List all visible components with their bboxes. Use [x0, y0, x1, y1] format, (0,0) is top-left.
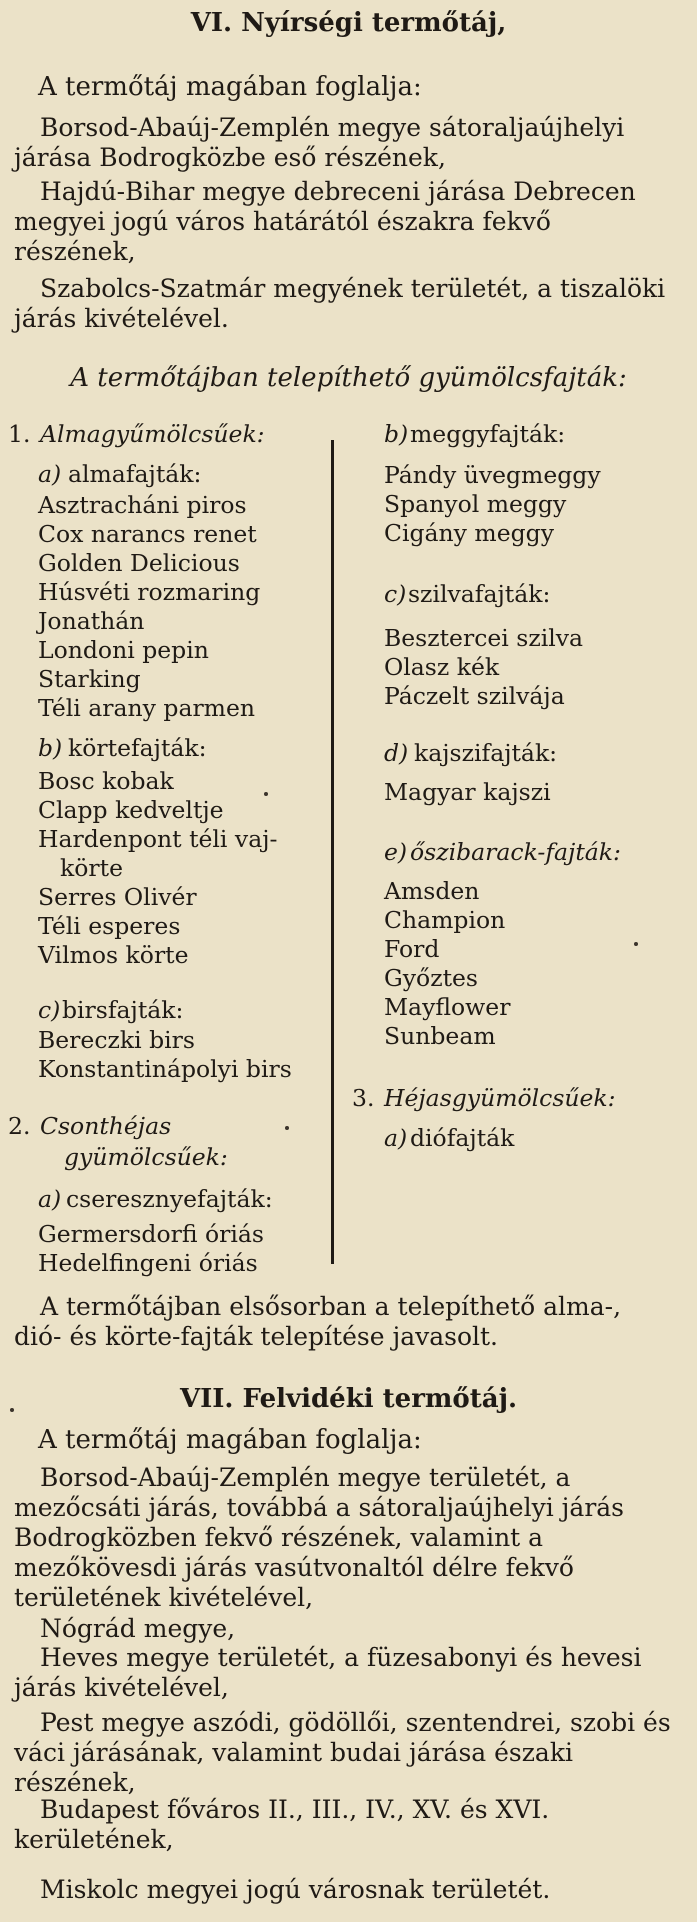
list-item: Bereczki birs: [38, 1026, 195, 1054]
list-item: Bosc kobak: [38, 767, 174, 795]
list-item: Besztercei szilva: [384, 624, 584, 652]
list-item: Golden Delicious: [38, 549, 240, 577]
section-6-intro: A termőtáj magában foglalja:: [38, 72, 422, 102]
list-item: Konstantinápolyi birs: [38, 1055, 292, 1083]
group-1-number: 1.: [8, 420, 31, 448]
meggyfajtak-label: b): [384, 420, 409, 448]
section-6-paragraph-3: Szabolcs-Szatmár megyének területét, a tiszalöki járás kivételével.: [14, 274, 666, 333]
section-6-recommendation: A termőtájban elsősorban a telepíthető alma-, dió- és körte-fajták telepítése javasolt.: [14, 1292, 622, 1351]
section-7-paragraph-6: Miskolc megyei jogú városnak területét.: [40, 1875, 551, 1904]
diofajtak-label: a): [384, 1124, 408, 1152]
column-divider: [331, 440, 334, 1264]
birsfajtak-title: birsfajták:: [62, 996, 184, 1024]
list-item: Londoni pepin: [38, 636, 209, 664]
list-item: Magyar kajszi: [384, 778, 551, 806]
kortefajtak-title: körtefajták:: [68, 734, 207, 762]
list-item: Spanyol meggy: [384, 490, 567, 518]
print-speck: [634, 942, 638, 946]
section-7-paragraph-2: Nógrád megye,: [40, 1614, 236, 1643]
almafajtak-label: a): [38, 460, 62, 488]
almafajtak-title: almafajták:: [68, 460, 202, 488]
cseresznyefajtak-label: a): [38, 1185, 62, 1213]
list-item: Mayflower: [384, 993, 511, 1021]
section-6-paragraph-1: Borsod-Abaúj-Zemplén megye sátoraljaújhelyi járása Bodrogközbe eső részének,: [14, 113, 625, 172]
list-item: Cigány meggy: [384, 519, 554, 547]
list-item: Vilmos körte: [38, 941, 189, 969]
list-item: Páczelt szilvája: [384, 682, 565, 710]
szilvafajtak-title: szilvafajták:: [408, 580, 551, 608]
print-speck: [285, 1126, 289, 1130]
list-item: Jonathán: [38, 607, 145, 635]
group-1-title: Almagyűmölcsűek:: [40, 420, 265, 448]
meggyfajtak-title: meggyfajták:: [410, 420, 566, 448]
list-item: Hardenpont téli vaj-: [38, 825, 278, 853]
section-7-intro: A termőtáj magában foglalja:: [38, 1425, 422, 1455]
section-6-subheading: A termőtájban telepíthető gyümölcsfajták:: [70, 363, 627, 393]
section-7-paragraph-5: Budapest főváros II., III., IV., XV. és XVI. kerületének,: [14, 1795, 550, 1854]
kajszifajtak-label: d): [384, 739, 409, 767]
group-2-title-line-2: gyümölcsűek:: [64, 1143, 228, 1171]
list-item: Pándy üvegmeggy: [384, 461, 601, 489]
section-6-heading: VI. Nyírségi termőtáj,: [190, 8, 507, 38]
list-item: Serres Olivér: [38, 883, 197, 911]
group-3-number: 3.: [352, 1084, 375, 1112]
section-7-paragraph-4: Pest megye aszódi, gödöllői, szentendrei, szobi és váci járásának, valamint budai járása északi részének,: [14, 1708, 671, 1797]
list-item: Cox narancs renet: [38, 520, 257, 548]
list-item: Sunbeam: [384, 1022, 496, 1050]
print-speck: [264, 792, 268, 796]
group-2-number: 2.: [8, 1112, 31, 1140]
list-item: Champion: [384, 906, 506, 934]
diofajtak-title: diófajták: [410, 1124, 515, 1152]
group-3-title: Héjasgyümölcsűek:: [384, 1084, 616, 1112]
oszibarack-label: e): [384, 838, 408, 866]
print-speck: [10, 1408, 14, 1412]
list-item: Győztes: [384, 964, 478, 992]
list-item: Ford: [384, 935, 440, 963]
section-7-heading: VII. Felvidéki termőtáj.: [179, 1384, 518, 1414]
list-item: körte: [60, 854, 123, 882]
list-item: Starking: [38, 665, 141, 693]
list-item: Téli arany parmen: [38, 694, 256, 722]
list-item: Amsden: [384, 877, 480, 905]
section-7-paragraph-3: Heves megye területét, a füzesabonyi és hevesi járás kivételével,: [14, 1643, 642, 1702]
birsfajtak-label: c): [38, 996, 61, 1024]
oszibarack-title: őszibarack-fajták:: [410, 838, 621, 866]
section-6-paragraph-2: Hajdú-Bihar megye debreceni járása Debrecen megyei jogú város határától északra fekvő részének,: [14, 177, 636, 266]
list-item: Hedelfingeni óriás: [38, 1249, 258, 1277]
list-item: Húsvéti rozmaring: [38, 578, 261, 606]
section-7-paragraph-1: Borsod-Abaúj-Zemplén megye területét, a mezőcsáti járás, továbbá a sátoraljaújhelyi járás Bodrogközben fekvő részének, valamint a mezőkövesdi járás vasútvonaltól délre fekvő területének kivételével,: [14, 1463, 625, 1612]
group-2-title-line-1: Csonthéjas: [40, 1112, 172, 1140]
szilvafajtak-label: c): [384, 580, 407, 608]
list-item: Olasz kék: [384, 653, 500, 681]
list-item: Téli esperes: [38, 912, 181, 940]
cseresznyefajtak-title: cseresznyefajták:: [66, 1185, 273, 1213]
list-item: Clapp kedveltje: [38, 796, 224, 824]
kajszifajtak-title: kajszifajták:: [414, 739, 558, 767]
kortefajtak-label: b): [38, 734, 63, 762]
list-item: Germersdorfi óriás: [38, 1220, 264, 1248]
list-item: Asztracháni piros: [38, 491, 247, 519]
